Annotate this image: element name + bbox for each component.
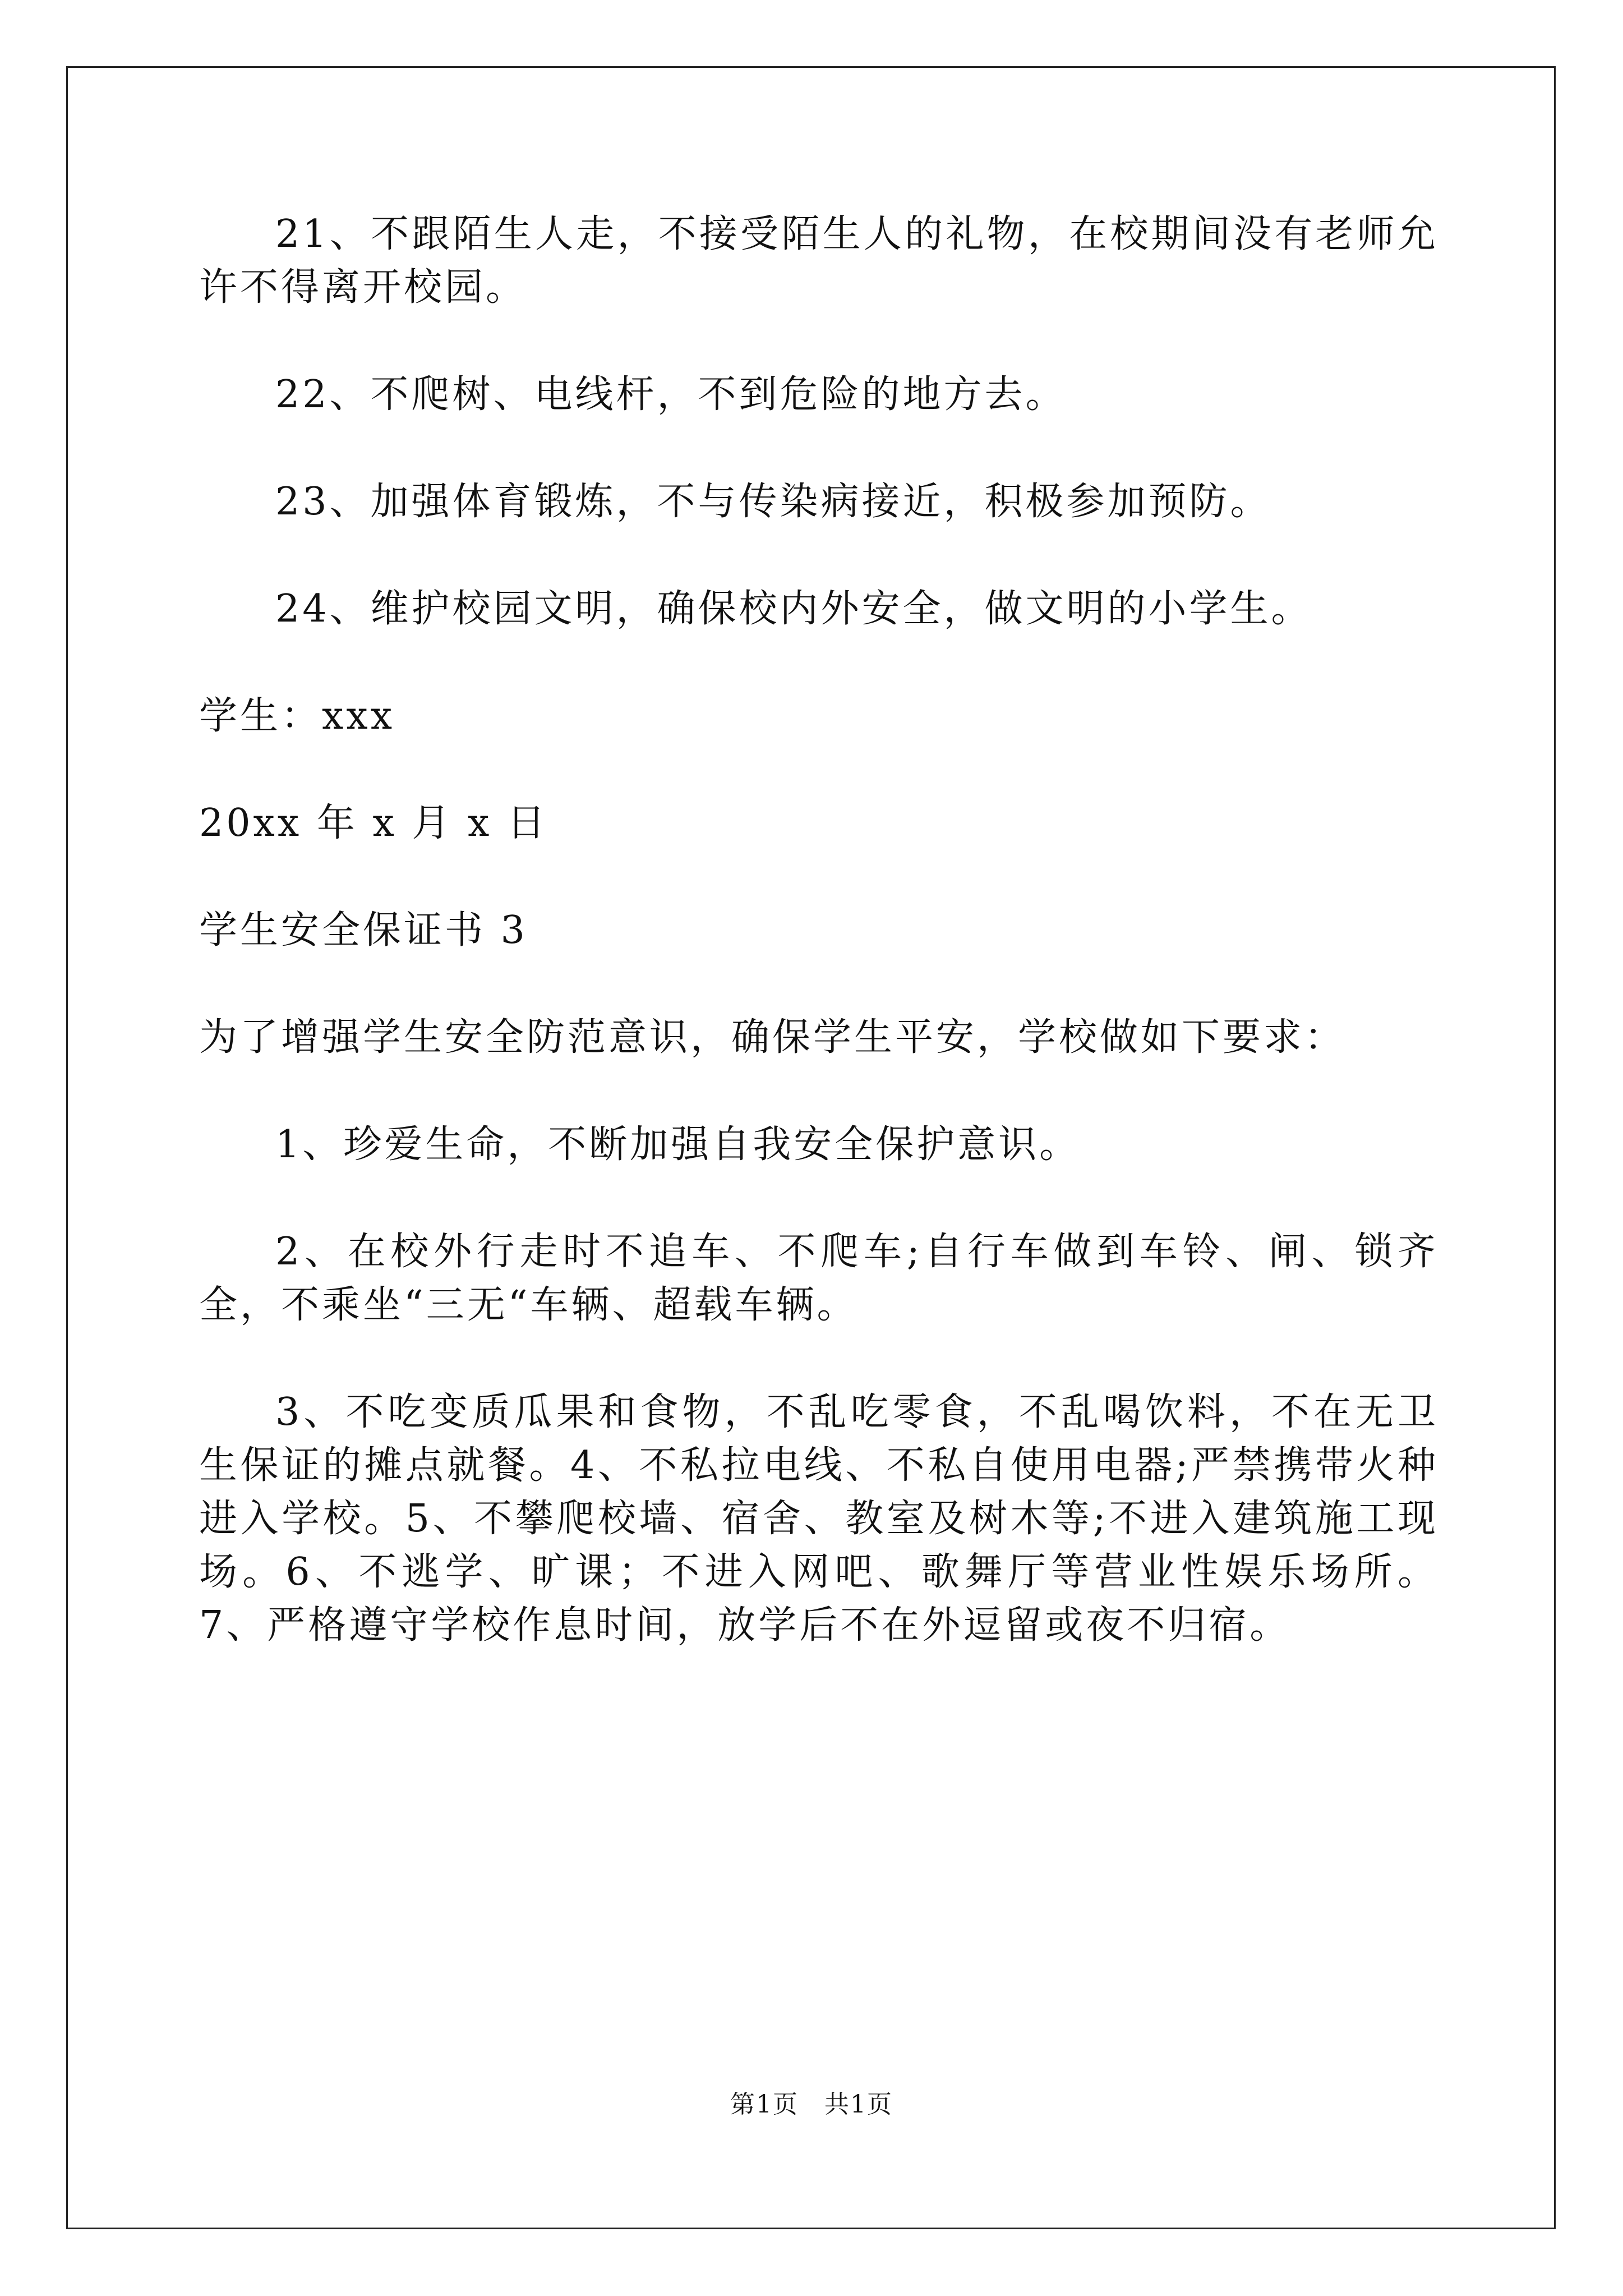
paragraph-item-24: 24、维护校园文明，确保校内外安全，做文明的小学生。 — [275, 587, 1312, 631]
student-signature: 学生：xxx — [199, 694, 395, 738]
paragraph-item-23: 23、加强体育锻炼，不与传染病接近，积极参加预防。 — [275, 480, 1271, 524]
paragraph-item-22: 22、不爬树、电线杆，不到危险的地方去。 — [275, 372, 1067, 417]
paragraph-item-2: 2、在校外行走时不追车、不爬车;自行车做到车铃、闸、锁齐全，不乘坐“三无“车辆、超载车辆。 — [199, 1230, 1438, 1327]
paragraph-item-1: 1、珍爱生命，不断加强自我安全保护意识。 — [275, 1122, 1081, 1167]
document-date: 20xx 年 x 月 x 日 — [199, 801, 548, 845]
paragraph-item-3-7: 3、不吃变质瓜果和食物，不乱吃零食，不乱喝饮料，不在无卫生保证的摊点就餐。4、不私拉电线、不私自使用电器;严禁携带火种进入学校。5、不攀爬校墙、宿舍、教室及树木等;不进入建筑施工现场。6、不逃学、旷课；不进入网吧、歌舞厅等营业性娱乐场所。7、严格遵守学校作息时间，放学后不在外逗留或夜不归宿。 — [199, 1390, 1438, 1648]
section-title: 学生安全保证书 3 — [199, 908, 528, 953]
section-intro: 为了增强学生安全防范意识，确保学生平安，学校做如下要求： — [199, 1015, 1346, 1060]
document-body — [199, 208, 1438, 1706]
page-footer: 第1页 共1页 — [730, 2090, 893, 2119]
paragraph-item-21: 21、不跟陌生人走，不接受陌生人的礼物，在校期间没有老师允许不得离开校园。 — [199, 212, 1438, 310]
